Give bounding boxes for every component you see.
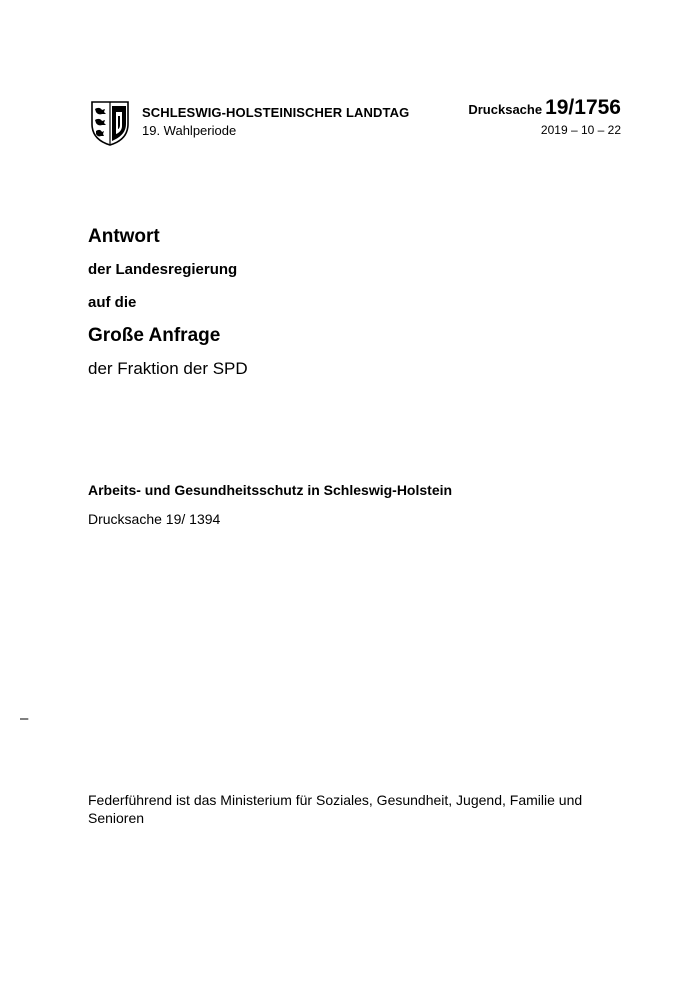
drucksache-header: [468, 96, 621, 120]
drucksache-number: 19/1756: [545, 96, 621, 119]
doc-title-auf-die: auf die: [88, 294, 137, 311]
legislative-period: 19. Wahlperiode: [142, 123, 237, 138]
doc-title-landesregierung: der Landesregierung: [88, 261, 238, 278]
drucksache-label: Drucksache: [468, 102, 543, 117]
lead-ministry-note: Federführend ist das Ministerium für Soziales, Gesundheit, Jugend, Familie und Senioren: [88, 792, 583, 826]
subject-title: Arbeits- und Gesundheitsschutz in Schleswig-Holstein: [88, 482, 453, 498]
subject-reference: Drucksache 19/ 1394: [88, 511, 221, 527]
parliament-name: SCHLESWIG-HOLSTEINISCHER LANDTAG: [142, 105, 410, 120]
margin-dash: –: [20, 710, 29, 727]
document-date: 2019 – 10 – 22: [540, 123, 621, 137]
doc-title-fraktion: der Fraktion der SPD: [88, 359, 248, 378]
doc-title-anfrage: Große Anfrage: [88, 325, 221, 346]
doc-title-antwort: Antwort: [88, 226, 160, 247]
coat-of-arms-icon: [90, 98, 130, 146]
